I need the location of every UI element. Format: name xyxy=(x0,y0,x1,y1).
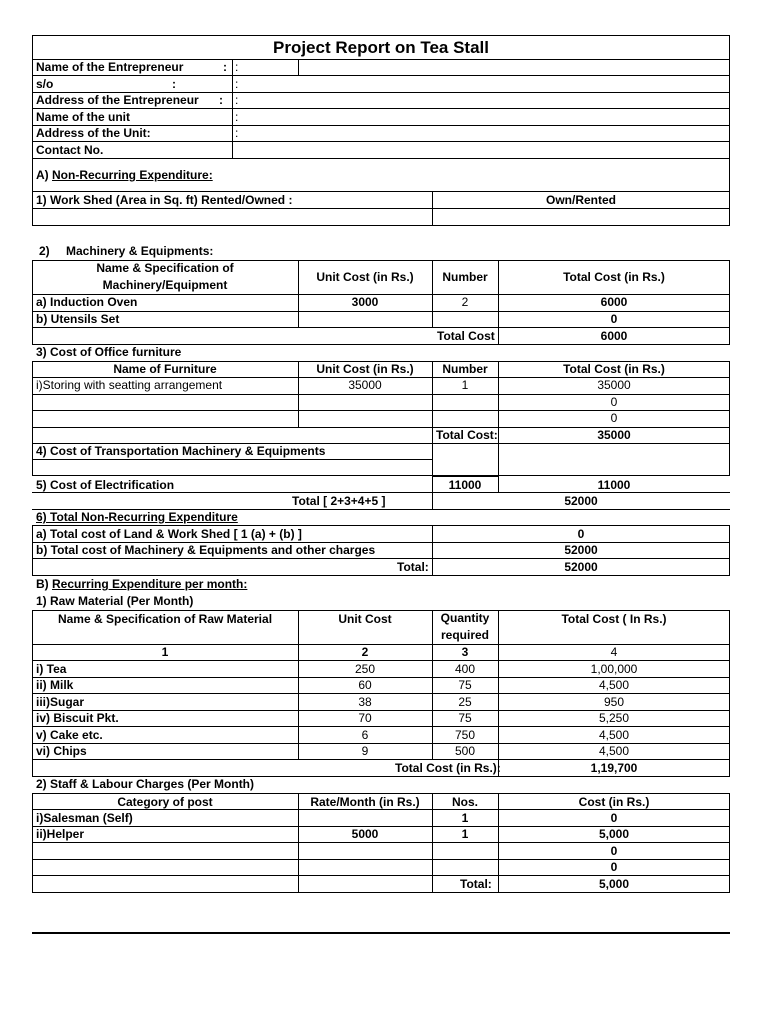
furniture-row-total: 0 xyxy=(610,411,618,425)
electrification-total: 11000 xyxy=(597,478,631,492)
machinery-total-label: Total Cost xyxy=(437,329,495,343)
staff-row-cost: 0 xyxy=(610,811,618,825)
staff-col-category: Category of post xyxy=(117,795,213,809)
transport-label: 4) Cost of Transportation Machinery & Equipments xyxy=(36,444,326,458)
nonrecurring-total-label: Total: xyxy=(397,560,429,574)
furniture-col-unit: Unit Cost (in Rs.) xyxy=(316,362,414,376)
machinery-row-name: b) Utensils Set xyxy=(36,312,120,326)
so-colon: : xyxy=(172,77,176,91)
furniture-row-name: i)Storing with seatting arrangement xyxy=(36,378,223,392)
furniture-total-label: Total Cost: xyxy=(436,428,498,442)
staff-row-category: i)Salesman (Self) xyxy=(36,811,133,825)
raw-row-qty: 400 xyxy=(454,662,476,676)
furniture-col-total: Total Cost (in Rs.) xyxy=(563,362,665,376)
raw-total-label: Total Cost (in Rs.): xyxy=(395,761,501,775)
address-unit-label: Address of the Unit: xyxy=(36,126,151,140)
raw-row-total: 5,250 xyxy=(598,711,630,725)
staff-row-category: ii)Helper xyxy=(36,827,85,841)
so-value-colon: : xyxy=(235,77,239,91)
nonrecurring-a-label: a) Total cost of Land & Work Shed [ 1 (a) + (b) ] xyxy=(36,527,302,541)
raw-row-name: iii)Sugar xyxy=(36,695,85,709)
nonrecurring-a-value: 0 xyxy=(577,527,585,541)
raw-row-total: 4,500 xyxy=(598,678,630,692)
raw-row-total: 4,500 xyxy=(598,728,630,742)
nonrecurring-heading: 6) Total Non-Recurring Expenditure xyxy=(36,510,238,524)
staff-col-rate: Rate/Month (in Rs.) xyxy=(310,795,420,809)
raw-row-unit: 70 xyxy=(358,711,372,725)
staff-row-nos: 1 xyxy=(461,811,469,825)
furniture-heading: 3) Cost of Office furniture xyxy=(36,345,182,359)
raw-heading: 1) Raw Material (Per Month) xyxy=(36,594,194,608)
staff-row-rate: 5000 xyxy=(351,827,379,841)
raw-idx: 4 xyxy=(610,645,618,659)
furniture-col-name: Name of Furniture xyxy=(113,362,217,376)
machinery-row-name: a) Induction Oven xyxy=(36,295,138,309)
raw-col-unit: Unit Cost xyxy=(338,612,392,626)
machinery-col-total: Total Cost (in Rs.) xyxy=(563,270,665,284)
contact-label: Contact No. xyxy=(36,143,104,157)
section-a-heading xyxy=(36,167,213,183)
machinery-row-total: 0 xyxy=(610,312,618,326)
raw-row-name: i) Tea xyxy=(36,662,67,676)
so-label: s/o xyxy=(36,77,54,91)
staff-total-label: Total: xyxy=(460,877,492,891)
staff-heading: 2) Staff & Labour Charges (Per Month) xyxy=(36,777,255,791)
machinery-col-unit: Unit Cost (in Rs.) xyxy=(316,270,414,284)
raw-idx: 2 xyxy=(361,645,369,659)
address-unit-colon: : xyxy=(235,126,239,140)
section-a-title: Non-Recurring Expenditure: xyxy=(52,168,213,182)
page-title: Project Report on Tea Stall xyxy=(272,38,489,57)
unit-name-colon: : xyxy=(235,110,239,124)
raw-row-qty: 750 xyxy=(454,728,476,742)
raw-row-unit: 38 xyxy=(358,695,372,709)
section-b-title: Recurring Expenditure per month: xyxy=(52,577,248,591)
staff-row-nos: 1 xyxy=(461,827,469,841)
machinery-row-number: 2 xyxy=(461,295,469,309)
raw-row-qty: 75 xyxy=(458,678,472,692)
furniture-row-unit: 35000 xyxy=(348,378,382,392)
raw-row-total: 950 xyxy=(603,695,625,709)
section-b-heading xyxy=(36,576,247,592)
machinery-heading: Machinery & Equipments: xyxy=(66,244,214,258)
machinery-col-name: Name & Specification of Machinery/Equipment xyxy=(96,261,234,292)
nonrecurring-b-label: b) Total cost of Machinery & Equipments and other charges xyxy=(36,543,376,557)
raw-row-unit: 9 xyxy=(361,744,369,758)
machinery-row-total: 6000 xyxy=(600,295,628,309)
electrification-label: 5) Cost of Electrification xyxy=(36,478,175,492)
raw-row-unit: 60 xyxy=(358,678,372,692)
nonrecurring-b-value: 52000 xyxy=(564,543,598,557)
work-shed-label: 1) Work Shed (Area in Sq. ft) Rented/Owned : xyxy=(36,193,293,207)
electrification-cost: 11000 xyxy=(448,478,482,492)
furniture-row-total: 35000 xyxy=(597,378,631,392)
staff-row-cost: 5,000 xyxy=(598,827,630,841)
machinery-total-value: 6000 xyxy=(600,329,628,343)
raw-row-qty: 25 xyxy=(458,695,472,709)
furniture-col-number: Number xyxy=(442,362,488,376)
raw-total-value: 1,19,700 xyxy=(590,761,638,775)
address-entrepreneur-value-colon: : xyxy=(235,93,239,107)
staff-total-value: 5,000 xyxy=(598,877,630,891)
staff-row-cost: 0 xyxy=(610,844,618,858)
raw-col-qty: Quantity required xyxy=(440,611,490,642)
raw-row-unit: 250 xyxy=(354,662,376,676)
staff-row-cost: 0 xyxy=(610,860,618,874)
section-a-prefix: A) xyxy=(36,168,49,182)
machinery-row-unit: 3000 xyxy=(351,295,379,309)
raw-row-name: iv) Biscuit Pkt. xyxy=(36,711,119,725)
work-shed-value: Own/Rented xyxy=(545,193,616,207)
subtotal-label: Total [ 2+3+4+5 ] xyxy=(292,494,386,508)
raw-idx: 3 xyxy=(461,645,469,659)
raw-col-name: Name & Specification of Raw Material xyxy=(57,612,273,626)
raw-row-total: 4,500 xyxy=(598,744,630,758)
address-entrepreneur-colon: : xyxy=(219,93,223,107)
furniture-row-number: 1 xyxy=(461,378,469,392)
raw-row-name: vi) Chips xyxy=(36,744,87,758)
furniture-total-value: 35000 xyxy=(597,428,631,442)
machinery-col-number: Number xyxy=(442,270,488,284)
nonrecurring-total-value: 52000 xyxy=(564,560,598,574)
unit-name-label: Name of the unit xyxy=(36,110,131,124)
address-entrepreneur-label: Address of the Entrepreneur xyxy=(36,93,199,107)
raw-row-name: ii) Milk xyxy=(36,678,74,692)
entrepreneur-label: Name of the Entrepreneur xyxy=(36,60,184,74)
bottom-rule xyxy=(32,932,730,934)
raw-row-name: v) Cake etc. xyxy=(36,728,103,742)
raw-row-total: 1,00,000 xyxy=(590,662,638,676)
section-b-prefix: B) xyxy=(36,577,49,591)
staff-col-nos: Nos. xyxy=(451,795,478,809)
subtotal-value: 52000 xyxy=(564,494,598,508)
entrepreneur-value-colon: : xyxy=(235,60,239,74)
raw-row-unit: 6 xyxy=(361,728,369,742)
raw-row-qty: 75 xyxy=(458,711,472,725)
raw-col-total: Total Cost ( In Rs.) xyxy=(561,612,667,626)
raw-row-qty: 500 xyxy=(454,744,476,758)
machinery-heading-num: 2) xyxy=(39,244,50,258)
staff-col-cost: Cost (in Rs.) xyxy=(578,795,650,809)
furniture-row-total: 0 xyxy=(610,395,618,409)
raw-idx: 1 xyxy=(161,645,169,659)
entrepreneur-colon: : xyxy=(223,60,227,74)
